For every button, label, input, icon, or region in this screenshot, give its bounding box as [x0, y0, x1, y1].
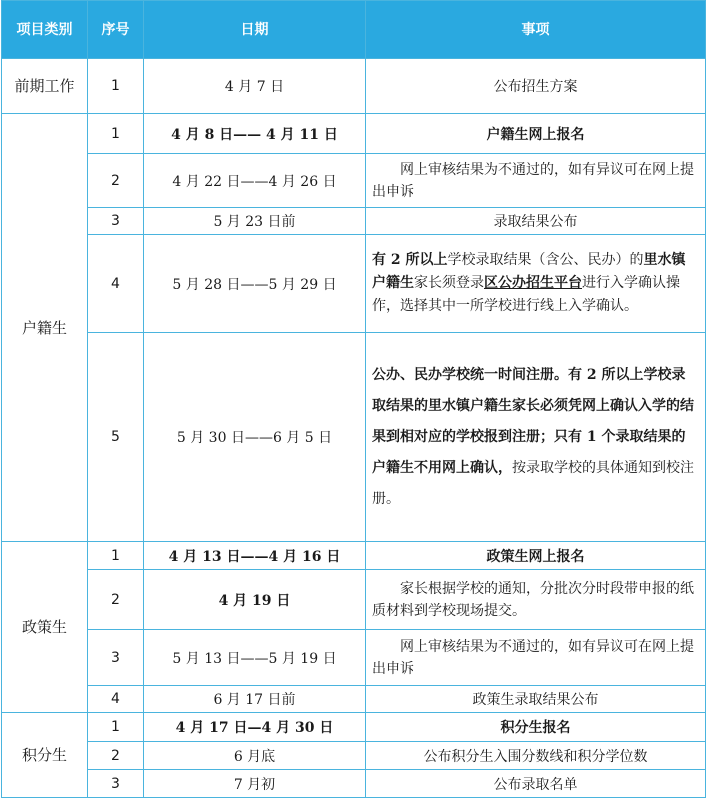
row-item [366, 154, 706, 208]
table-row [2, 742, 706, 770]
table-row [2, 713, 706, 742]
row-item: 政策生录取结果公布 [366, 686, 706, 713]
row-item: 录取结果公布 [366, 208, 706, 235]
row-number: 3 [88, 630, 144, 686]
row-item-text: 网上审核结果为不通过的，如有异议可在网上提出申诉 [372, 638, 694, 677]
row-number: 1 [88, 542, 144, 570]
row-item: 政策生网上报名 [366, 542, 706, 570]
header-item: 事项 [366, 1, 706, 59]
row-item-text: 家长根据学校的通知，分批次分时段带申报的纸质材料到学校现场提交。 [372, 580, 694, 619]
row-number: 4 [88, 235, 144, 333]
table-row [2, 542, 706, 570]
row-item: 公布录取名单 [366, 770, 706, 798]
category-cell: 积分生 [2, 713, 88, 798]
row-item [366, 235, 706, 333]
row-item-text: 家长须登录 [414, 275, 484, 291]
header-category: 项目类别 [2, 1, 88, 59]
row-number: 4 [88, 686, 144, 713]
table-row [2, 333, 706, 542]
row-number: 1 [88, 59, 144, 114]
header-date: 日期 [144, 1, 366, 59]
row-number: 3 [88, 770, 144, 798]
row-date: 4 月 13 日——4 月 16 日 [144, 542, 366, 570]
row-date: 4 月 17 日—4 月 30 日 [144, 713, 366, 742]
row-number: 2 [88, 742, 144, 770]
category-cell: 前期工作 [2, 59, 88, 114]
enrollment-schedule-table [1, 0, 706, 798]
row-item-bold: 公办、民办学校统一时间注册。有 2 所以上学校录取结果的里水镇户籍生家长必须凭网上确认入学的结果到相对应的学校报到注册；只有 1 个录取结果的户籍生不用网上确认， [372, 366, 694, 476]
category-cell: 户籍生 [2, 114, 88, 542]
table-row [2, 235, 706, 333]
table-row [2, 630, 706, 686]
row-date: 5 月 28 日——5 月 29 日 [144, 235, 366, 333]
row-item-bold: 里水镇户籍生 [372, 252, 686, 291]
row-date: 4 月 19 日 [144, 570, 366, 630]
table-row [2, 208, 706, 235]
row-item [366, 570, 706, 630]
row-item [366, 333, 706, 542]
category-cell: 政策生 [2, 542, 88, 713]
table-header [2, 1, 706, 59]
row-item: 户籍生网上报名 [366, 114, 706, 154]
row-item: 公布招生方案 [366, 59, 706, 114]
row-number: 3 [88, 208, 144, 235]
row-number: 2 [88, 154, 144, 208]
table-row [2, 59, 706, 114]
table-row [2, 154, 706, 208]
row-date: 5 月 30 日——6 月 5 日 [144, 333, 366, 542]
row-number: 5 [88, 333, 144, 542]
table-row [2, 570, 706, 630]
row-item-text: 网上审核结果为不通过的，如有异议可在网上提出申诉 [372, 161, 694, 200]
row-item [366, 630, 706, 686]
row-date: 5 月 23 日前 [144, 208, 366, 235]
table-row [2, 114, 706, 154]
row-date: 4 月 22 日——4 月 26 日 [144, 154, 366, 208]
row-item-text: 按录取学校的具体通知到校注册。 [372, 459, 694, 507]
row-date: 6 月 17 日前 [144, 686, 366, 713]
platform-link-text: 区公办招生平台 [484, 275, 582, 291]
row-date: 5 月 13 日——5 月 19 日 [144, 630, 366, 686]
row-item-text: 进行入学确认操作，选择其中一所学校进行线上入学确认。 [372, 275, 680, 314]
row-number: 2 [88, 570, 144, 630]
row-date: 6 月底 [144, 742, 366, 770]
row-date: 4 月 8 日—— 4 月 11 日 [144, 114, 366, 154]
row-item: 公布积分生入围分数线和积分学位数 [366, 742, 706, 770]
table-row [2, 770, 706, 798]
row-date: 7 月初 [144, 770, 366, 798]
row-number: 1 [88, 713, 144, 742]
row-number: 1 [88, 114, 144, 154]
row-item-text: 学校录取结果（含公、民办）的 [447, 252, 644, 268]
row-item: 积分生报名 [366, 713, 706, 742]
table-row [2, 686, 706, 713]
row-item-bold: 有 2 所以上 [372, 252, 448, 268]
header-number: 序号 [88, 1, 144, 59]
row-date: 4 月 7 日 [144, 59, 366, 114]
